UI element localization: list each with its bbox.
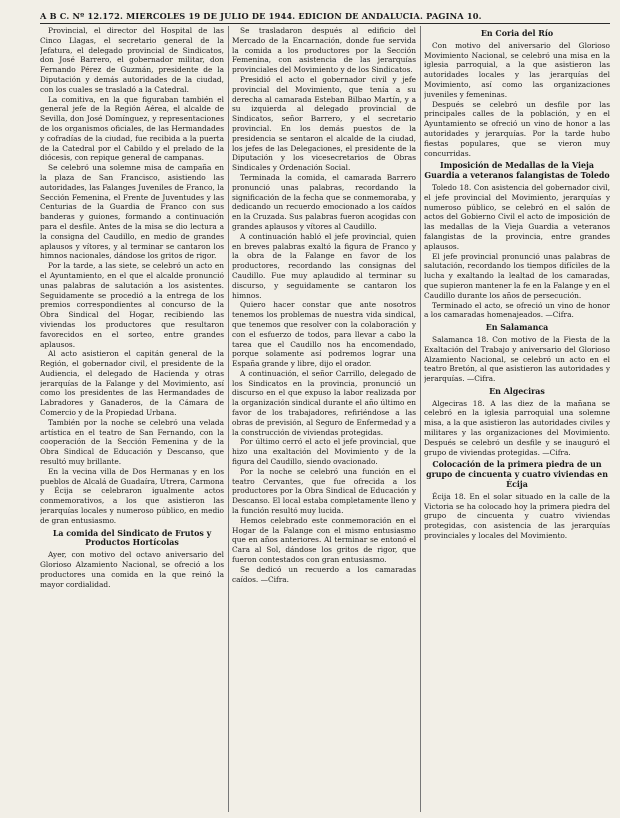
article-paragraph: Presidió el acto el gobernador civil y jefe provincial del Movimiento, que tenía a su derecha al camarada Esteban Bilbao Martín, y a su izquierda al delegado provincial de Sindicatos, señor Barrero, y el secretario provincial. En los demás puestos de la presidencia se sentaron el alcalde de la ciudad, los jefes de las Delegaciones, el presidente de la Diputación y los vicesecretarios de Obras Sindicales y Ordenación Social. [232, 74, 416, 173]
article-paragraph: Con motivo del aniversario del Glorioso Movimiento Nacional, se celebró una misa en la iglesia parroquial, a la que asistieron las autoridades locales y las jerarquías del Movimiento, así como las organizaciones juveniles y femeninas. [424, 40, 610, 99]
article-paragraph: Terminada la comida, el camarada Barrero pronunció unas palabras, recordando la significación de la fecha que se conmemoraba, y dedicando un recuerdo emocionado a los caídos en la Cruzada. Sus palabras fueron acogidas con grandes aplausos y vítores al Caudillo. [232, 172, 416, 231]
column-divider [228, 26, 229, 812]
article-paragraph: Quiero hacer constar que ante nosotros tenemos los problemas de nuestra vida sindical, que tenemos que resolver con la colaboración y con el esfuerzo de todos, para llevar a cabo la tarea que el Caudillo nos ha encomendado, porque solamente así podremos lograr una España grande y libre, dijo el orador. [232, 300, 416, 369]
article-paragraph: A continuación, el señor Carrillo, delegado de los Sindicatos en la provincia, pronunció un discurso en el que expuso la labor realizada por la organización sindical durante el año último en favor de los trabajadores, refiriéndose a las obras de previsión, al Seguro de Enfermedad y a la construcción de viviendas protegidas. [232, 368, 416, 437]
article-paragraph: Provincial, el director del Hospital de las Cinco Llagas, el secretario general de la Jefatura, el delegado provincial de Sindicatos, don José Barrero, el gobernador militar, don Fernando Pérez de Guzmán, presidente de la Diputación y demás autoridades de la ciudad, con los cuales se trasladó a la Catedral. [40, 26, 224, 94]
article-paragraph: Se trasladaron después al edificio del Mercado de la Encarnación, donde fue servida la comida a los productores por la Sección Femenina, con asistencia de las jerarquías provinciales del Movimiento y de los Sindicatos. [232, 26, 416, 75]
article-paragraph: Por la noche se celebró una función en el teatro Cervantes, que fue ofrecida a los productores por la Obra Sindical de Educación y Descanso. El local estaba completamente lleno y la función resultó muy lucida. [232, 466, 416, 516]
article-headline: En Algeciras [489, 386, 545, 396]
article-headline: Imposición de Medallas de la Vieja Guardia a veteranos falangistas de Toledo [424, 161, 610, 181]
article-headline: En Salamanca [485, 323, 549, 333]
article-paragraph: Toledo 18. Con asistencia del gobernador civil, el jefe provincial del Movimiento, jerarquías y numeroso público, se celebró en el salón de actos del Gobierno Civil el acto de imposición de las medallas de la Vieja Guardia a veteranos falangistas de la provincia, entre grandes aplausos. [424, 182, 610, 251]
article-paragraph: Algeciras 18. A las diez de la mañana se celebró en la iglesia parroquial una solemne misa, a la que asistieron las autoridades civiles y militares y las organizaciones del Movimiento. Después se celebró un desfile y se inauguró el grupo de viviendas protegidas. —Cifra. [424, 398, 610, 457]
article-paragraph: Por la tarde, a las siete, se celebró un acto en el Ayuntamiento, en el que el alcalde pronunció unas palabras de salutación a los asistentes. Seguidamente se procedió a la entrega de los premios correspondientes al concurso de la Obra Sindical del Hogar, recibiendo las viviendas los productores que resultaron favorecidos en el sorteo, entre grandes aplausos. [40, 261, 224, 349]
article-paragraph: Se celebró una solemne misa de campaña en la plaza de San Francisco, asistiendo las autoridades, las Falanges Juveniles de Franco, la Sección Femenina, el Frente de Juventudes y las Centurias de la Guardia de Franco con sus banderas y guiones, formando a continuación para el desfile. Antes de la misa se dio lectura a la consigna del Caudillo, en medio de grandes aplausos y vítores, y al terminar se cantaron los himnos nacionales, dándose los gritos de rigor. [40, 163, 224, 261]
article-paragraph: A continuación habló el jefe provincial, quien en breves palabras exaltó la figura de Franco y la obra de la Falange en favor de los productores, recordando las consignas del Caudillo. Fue muy aplaudido al terminar su discurso, y seguidamente se cantaron los himnos. [232, 231, 416, 300]
column-1 [40, 26, 224, 812]
article-headline: En Coria del Río [480, 29, 554, 38]
article-paragraph: Después se celebró un desfile por las principales calles de la población, y en el Ayuntamiento se ofreció un vino de honor a las autoridades y jerarquías. Por la tarde hubo fiestas populares, que se vieron muy concurridas. [424, 99, 610, 158]
page-header: A B C. Nº 12.172. MIERCOLES 19 DE JULIO DE 1944. EDICION DE ANDALUCIA. PAGINA 10. [40, 11, 482, 21]
article-paragraph: Hemos celebrado este conmemoración en el Hogar de la Falange con el mismo entusiasmo que en años anteriores. Al terminar se entonó el Cara al Sol, dándose los gritos de rigor, que fueron contestados con gran entusiasmo. [232, 515, 416, 565]
article-paragraph: Al acto asistieron el capitán general de la Región, el gobernador civil, el presidente de la Audiencia, el delegado de Hacienda y otras jerarquías de la Falange y del Movimiento, así como los presidentes de las Hermandades de Labradores y Ganaderos, de la Cámara de Comercio y de la Propiedad Urbana. [40, 349, 224, 418]
column-2 [232, 26, 416, 812]
article-paragraph: La comitiva, en la que figuraban también el general jefe de la Región Aérea, el alcalde de Sevilla, don José Domínguez, y representaciones de los organismos oficiales, de las Hermandades y cofradías de la ciudad, fue recibida a la puerta de la Catedral por el Cabildo y el prelado de la diócesis, con repique general de campanas. [40, 94, 224, 163]
column-3 [424, 26, 610, 812]
article-paragraph: Écija 18. En el solar situado en la calle de la Victoria se ha colocado hoy la primera piedra del grupo de cincuenta y cuatro viviendas protegidas, con asistencia de las jerarquías provinciales y locales del Movimiento. [424, 491, 610, 541]
article-headline: Colocación de la primera piedra de un grupo de cincuenta y cuatro viviendas en Écija [426, 460, 608, 490]
column-divider [420, 26, 421, 812]
article-paragraph: Ayer, con motivo del octavo aniversario del Glorioso Alzamiento Nacional, se ofreció a los productores una comida en la que reinó la mayor cordialidad. [40, 550, 224, 589]
article-paragraph: En la vecina villa de Dos Hermanas y en los pueblos de Alcalá de Guadaíra, Utrera, Carmona y Écija se celebraron igualmente actos conmemorativos, a los que asistieron las jerarquías locales y numeroso público, en medio de gran entusiasmo. [40, 466, 224, 525]
article-paragraph: Salamanca 18. Con motivo de la Fiesta de la Exaltación del Trabajo y aniversario del Glorioso Alzamiento Nacional, se celebró un acto en el teatro Bretón, al que asistieron las autoridades y jerarquías. —Cifra. [424, 334, 610, 384]
article-paragraph: También por la noche se celebró una velada artística en el teatro de San Fernando, con la cooperación de la Sección Femenina y de la Obra Sindical de Educación y Descanso, que resultó muy brillante. [40, 417, 224, 467]
article-paragraph: Por último cerró el acto el jefe provincial, que hizo una exaltación del Movimiento y de la figura del Caudillo, siendo ovacionado. [232, 437, 416, 467]
article-paragraph: El jefe provincial pronunció unas palabras de salutación, recordando los tiempos difíciles de la lucha y exaltando la lealtad de los camaradas, que supieron mantener la fe en la Falange y en el Caudillo durante los años de persecución. [424, 251, 610, 300]
header-rule [40, 23, 610, 24]
article-headline: La comida del Sindicato de Frutos y Productos Hortícolas [52, 528, 212, 548]
article-paragraph: Terminado el acto, se ofreció un vino de honor a los camaradas homenajeados. —Cifra. [424, 300, 610, 320]
article-paragraph: Se dedicó un recuerdo a los camaradas caídos. —Cifra. [232, 564, 416, 584]
